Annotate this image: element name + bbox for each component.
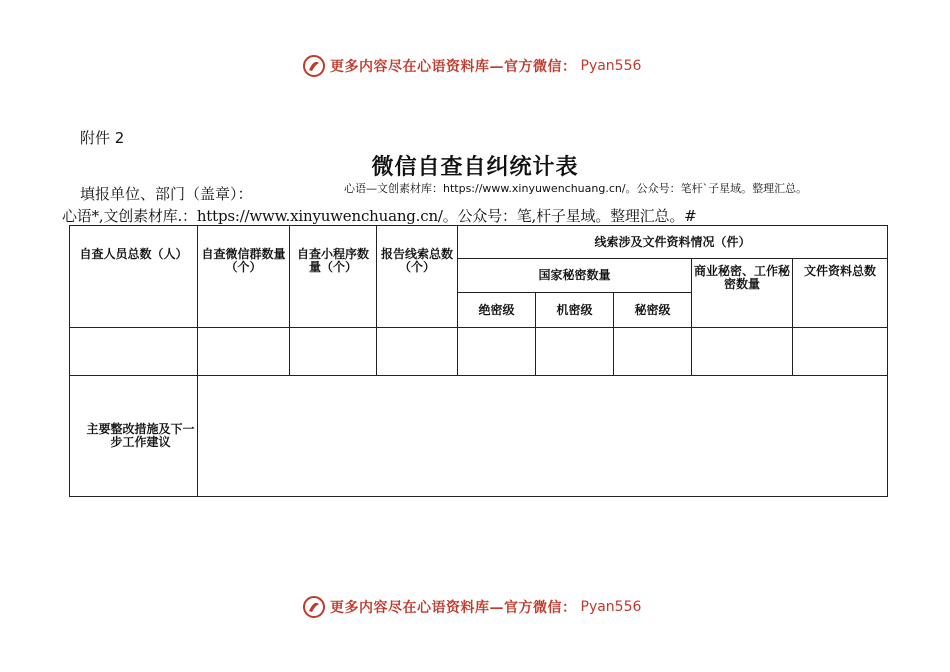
header-total-documents: 文件资料总数 (793, 259, 888, 328)
fill-unit-label: 填报单位、部门（盖章）： (80, 185, 253, 203)
banner-wechat-id: Pyan556 (580, 599, 642, 615)
header-banner (302, 52, 641, 80)
header-clue-documents: 线索涉及文件资料情况（件） (458, 226, 888, 259)
footer-banner (302, 593, 641, 621)
header-confidential: 机密级 (536, 293, 614, 328)
source-note-long: 心语*,文创素材库.：https://www.xinyuwenchuang.cn/。公众号：笔,杆子星域。整理汇总。# (62, 207, 697, 225)
table-cell[interactable] (614, 328, 692, 376)
table-cell[interactable] (458, 328, 536, 376)
header-commercial-work-secrets: 商业秘密、工作秘密数量 (692, 259, 793, 328)
header-top-secret: 绝密级 (458, 293, 536, 328)
header-mini-programs: 自查小程序数量（个） (290, 226, 377, 328)
statistics-table (69, 225, 888, 497)
header-secret: 秘密级 (614, 293, 692, 328)
table-cell[interactable] (198, 328, 290, 376)
source-note-small: 心语—文创素材库：https://www.xinyuwenchuang.cn/。公众号：笔杆`子星域。整理汇总。 (344, 182, 808, 195)
table-cell[interactable] (536, 328, 614, 376)
attachment-label: 附件 2 (80, 129, 125, 147)
banner-wechat-id: Pyan556 (580, 58, 642, 74)
measures-label: 主要整改措施及下一步工作建议 (70, 376, 198, 497)
table-cell[interactable] (793, 328, 888, 376)
brush-logo-icon (302, 54, 326, 78)
header-total-staff: 自查人员总数（人） (70, 226, 198, 328)
table-cell[interactable] (692, 328, 793, 376)
table-cell[interactable] (70, 328, 198, 376)
table-cell[interactable] (290, 328, 377, 376)
banner-text: 更多内容尽在心语资料库—官方微信： (330, 600, 577, 616)
header-state-secrets: 国家秘密数量 (458, 259, 692, 293)
brush-logo-icon (302, 595, 326, 619)
page-title: 微信自查自纠统计表 (371, 155, 579, 180)
measures-cell[interactable] (198, 376, 888, 497)
table-row (70, 328, 888, 376)
table-cell[interactable] (377, 328, 458, 376)
header-wechat-groups: 自查微信群数量（个） (198, 226, 290, 328)
banner-text: 更多内容尽在心语资料库—官方微信： (330, 59, 577, 75)
header-reported-clues: 报告线索总数（个） (377, 226, 458, 328)
